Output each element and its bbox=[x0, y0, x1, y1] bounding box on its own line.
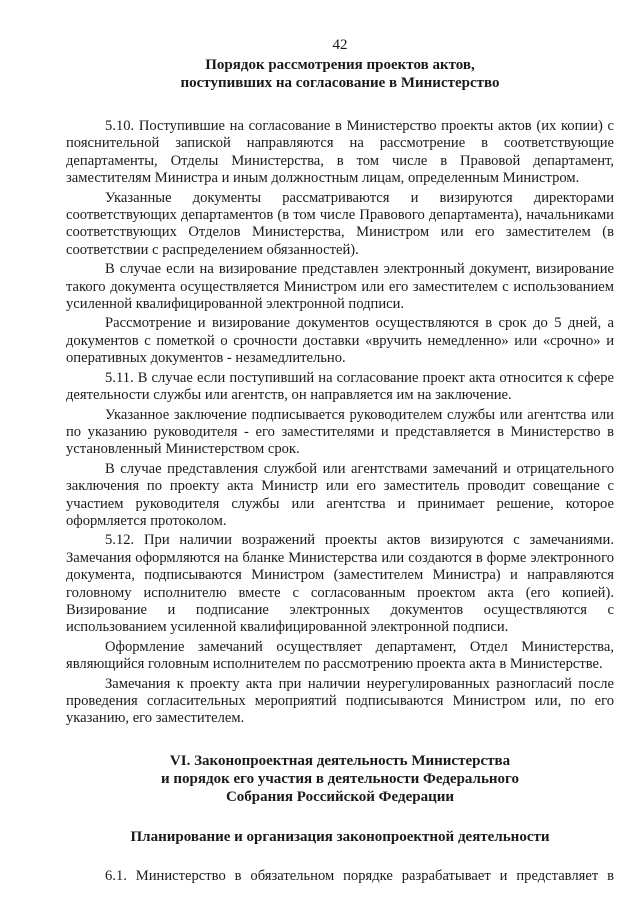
section-title-line: Порядок рассмотрения проектов актов, bbox=[205, 57, 475, 73]
paragraph-5-12: 5.12. При наличии возражений проекты актов визируются с замечаниями. Замечания оформляются на бланке Министерства или создаются в форме электронного документа, подписываются Министром (заместителем Министра) и направляются головному исполнителю вместе с согласованным проектом акта (его копией). Визирование и подписание электронных документов осуществляются с использованием усиленной квалифицированной электронной подписи. bbox=[66, 532, 614, 636]
chapter-title bbox=[66, 752, 614, 806]
paragraph-remarks-preparation: Оформление замечаний осуществляет департамент, Отдел Министерства, являющийся головным исполнителем по рассмотрению проекта акта в Министерстве. bbox=[66, 638, 614, 673]
paragraph-5-10: 5.10. Поступившие на согласование в Министерство проекты актов (их копии) с пояснительной запиской направляются на рассмотрение в соответствующие департаменты, Отделы Министерства, в том числе в Правовой департамент, заместителям Министра и иным должностным лицам, определенным Министром. bbox=[66, 118, 614, 187]
paragraph-conclusion-signing: Указанное заключение подписывается руководителем службы или агентства или по указанию руководителя - его заместителями и представляется в Министерство в установленный Министерством срок. bbox=[66, 406, 614, 458]
subsection-title: Планирование и организация законопроектной деятельности bbox=[130, 828, 550, 845]
paragraph-6-1: 6.1. Министерство в обязательном порядке разрабатывает и представляет в bbox=[105, 867, 614, 884]
section-title-line: поступивших на согласование в Министерство bbox=[180, 75, 500, 91]
paragraph-remarks-disagreements: Замечания к проекту акта при наличии неурегулированных разногласий после проведения согласительных мероприятий подписываются Министром или, по его указанию, его заместителем. bbox=[66, 675, 614, 727]
chapter-title-line: VI. Законопроектная деятельность Министерства bbox=[169, 752, 511, 769]
page-number: 42 bbox=[332, 37, 348, 53]
paragraph-review-terms: Рассмотрение и визирование документов осуществляются в срок до 5 дней, а документов с пометкой о срочности доставки «вручить немедленно» или «срочно» и оперативных документов - незамедлительно. bbox=[66, 315, 614, 367]
paragraph-5-11: 5.11. В случае если поступивший на согласование проект акта относится к сфере деятельности службы или агентств, он направляется им на заключение. bbox=[66, 369, 614, 404]
paragraph-reviewers: Указанные документы рассматриваются и визируются директорами соответствующих департаментов (в том числе Правового департамента), начальниками соответствующих Отделов Министерства, Министром или его заместителем (в соответствии с распределением обязанностей). bbox=[66, 189, 614, 258]
paragraph-electronic-visa: В случае если на визирование представлен электронный документ, визирование такого документа осуществляется Министром или его заместителем с использованием усиленной квалифицированной электронной подписи. bbox=[66, 261, 614, 313]
chapter-title-line: и порядок его участия в деятельности Федерального bbox=[161, 770, 519, 787]
paragraph-negative-conclusion: В случае представления службой или агентствами замечаний и отрицательного заключения по проекту акта Министр или его заместитель проводит совещание с участием руководителя службы или агентства и принимает решение, которое оформляется протоколом. bbox=[66, 460, 614, 529]
chapter-title-line: Собрания Российской Федерации bbox=[225, 788, 455, 805]
document-page bbox=[66, 36, 614, 887]
section-title bbox=[66, 56, 614, 92]
